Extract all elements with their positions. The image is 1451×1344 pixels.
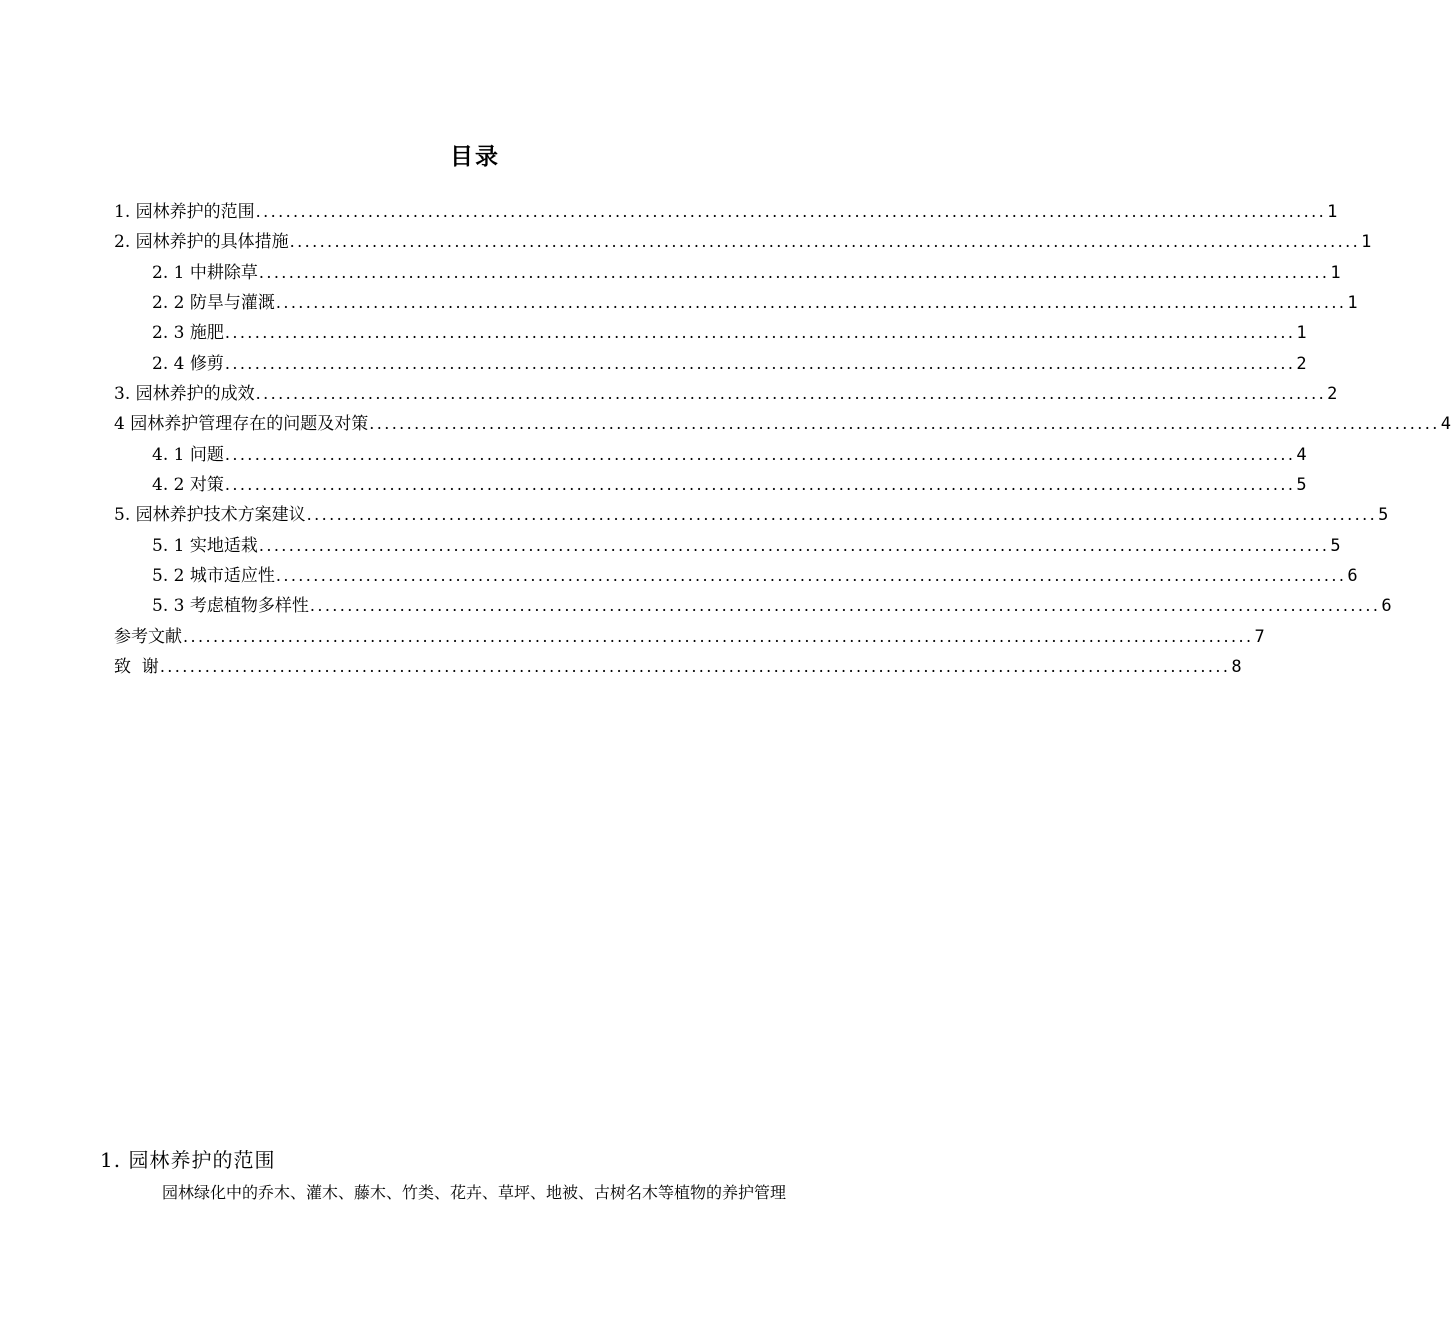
toc-entry-label: 2. 1 中耕除草 [152,262,258,283]
toc-entry-label: 2. 4 修剪 [152,353,224,374]
toc-entry-page: 6 [1347,565,1358,586]
toc-entry-label: 5. 1 实地适栽 [152,535,258,556]
toc-dot-leader: ............................................................................................................................................... [275,565,1347,585]
toc-dot-leader: ............................................................................................................................................... [309,596,1381,616]
toc-entry-page: 6 [1381,596,1392,617]
toc-entry[interactable] [114,500,1389,530]
toc-entry[interactable] [114,318,1307,348]
toc-dot-leader: ............................................................................................................................................... [255,383,1327,403]
toc-entry[interactable] [114,652,1242,682]
toc-dot-leader: ............................................................................................................................................... [369,414,1440,434]
toc-dot-leader: ............................................................................................................................................... [224,323,1296,343]
toc-entry-label: 参考文献 [114,626,182,647]
toc-entry[interactable] [114,197,1338,227]
toc-entry[interactable] [114,288,1358,318]
toc-dot-leader: ............................................................................................................................................... [255,202,1327,221]
toc-entry[interactable] [114,470,1307,500]
toc-entry[interactable] [114,258,1341,288]
toc-entry-label: 5. 3 考虑植物多样性 [152,596,309,617]
toc-entry-page: 1 [1347,292,1358,313]
toc-dot-leader: ............................................................................................................................................... [289,232,1361,252]
toc-entry[interactable] [114,591,1392,621]
toc-title: 目录 [450,144,500,170]
toc-entry-page: 2 [1296,353,1307,374]
toc-dot-leader: ............................................................................................................................................... [224,353,1296,373]
toc-entry-label: 5. 2 城市适应性 [152,565,275,586]
toc-entry-page: 8 [1231,656,1242,677]
toc-dot-leader: ............................................................................................................................................... [224,474,1296,494]
toc-entry[interactable] [114,440,1307,470]
toc-entry-page: 4 [1296,444,1307,465]
toc-entry-page: 1 [1296,323,1307,344]
toc-entry-label: 2. 2 防旱与灌溉 [152,292,275,313]
toc-dot-leader: ............................................................................................................................................... [183,626,1254,646]
toc-entry-label: 4 园林养护管理存在的问题及对策 [114,414,369,435]
toc-dot-leader: ............................................................................................................................................... [306,505,1378,525]
toc-entry[interactable] [114,227,1372,257]
toc-entry-label: 1. 园林养护的范围 [114,202,255,222]
toc-entry-page: 5 [1330,535,1341,556]
toc-entry[interactable] [114,622,1265,652]
section-heading: 1. 园林养护的范围 [100,1148,276,1172]
toc-dot-leader: ............................................................................................................................................... [258,535,1330,555]
toc-entry-page: 1 [1330,262,1341,283]
toc-dot-leader: ............................................................................................................................................... [224,444,1296,464]
toc-entry-page: 7 [1254,626,1265,647]
toc-entry-label: 3. 园林养护的成效 [114,383,255,404]
toc-entry-label: 5. 园林养护技术方案建议 [114,505,306,526]
toc-entry-label: 致 谢 [114,656,159,677]
toc-entry-page: 1 [1327,202,1338,222]
toc-entry-label: 4. 1 问题 [152,444,224,465]
table-of-contents [114,197,1451,682]
toc-dot-leader: ............................................................................................................................................... [159,656,1231,676]
toc-entry[interactable] [114,561,1358,591]
toc-entry-page: 5 [1296,474,1307,495]
toc-dot-leader: ............................................................................................................................................... [258,262,1330,282]
toc-entry-page: 4 [1440,414,1451,435]
toc-entry-label: 2. 园林养护的具体措施 [114,232,289,253]
toc-entry[interactable] [114,531,1341,561]
toc-entry-label: 2. 3 施肥 [152,323,224,344]
toc-entry[interactable] [114,349,1307,379]
section-body-text: 园林绿化中的乔木、灌木、藤木、竹类、花卉、草坪、地被、古树名木等植物的养护管理 [162,1183,787,1202]
toc-entry[interactable] [114,379,1338,409]
toc-entry-page: 2 [1327,383,1338,404]
toc-entry-page: 5 [1378,505,1389,526]
toc-entry[interactable] [114,409,1451,439]
toc-entry-page: 1 [1361,232,1372,253]
toc-dot-leader: ............................................................................................................................................... [275,292,1347,312]
toc-entry-label: 4. 2 对策 [152,474,224,495]
